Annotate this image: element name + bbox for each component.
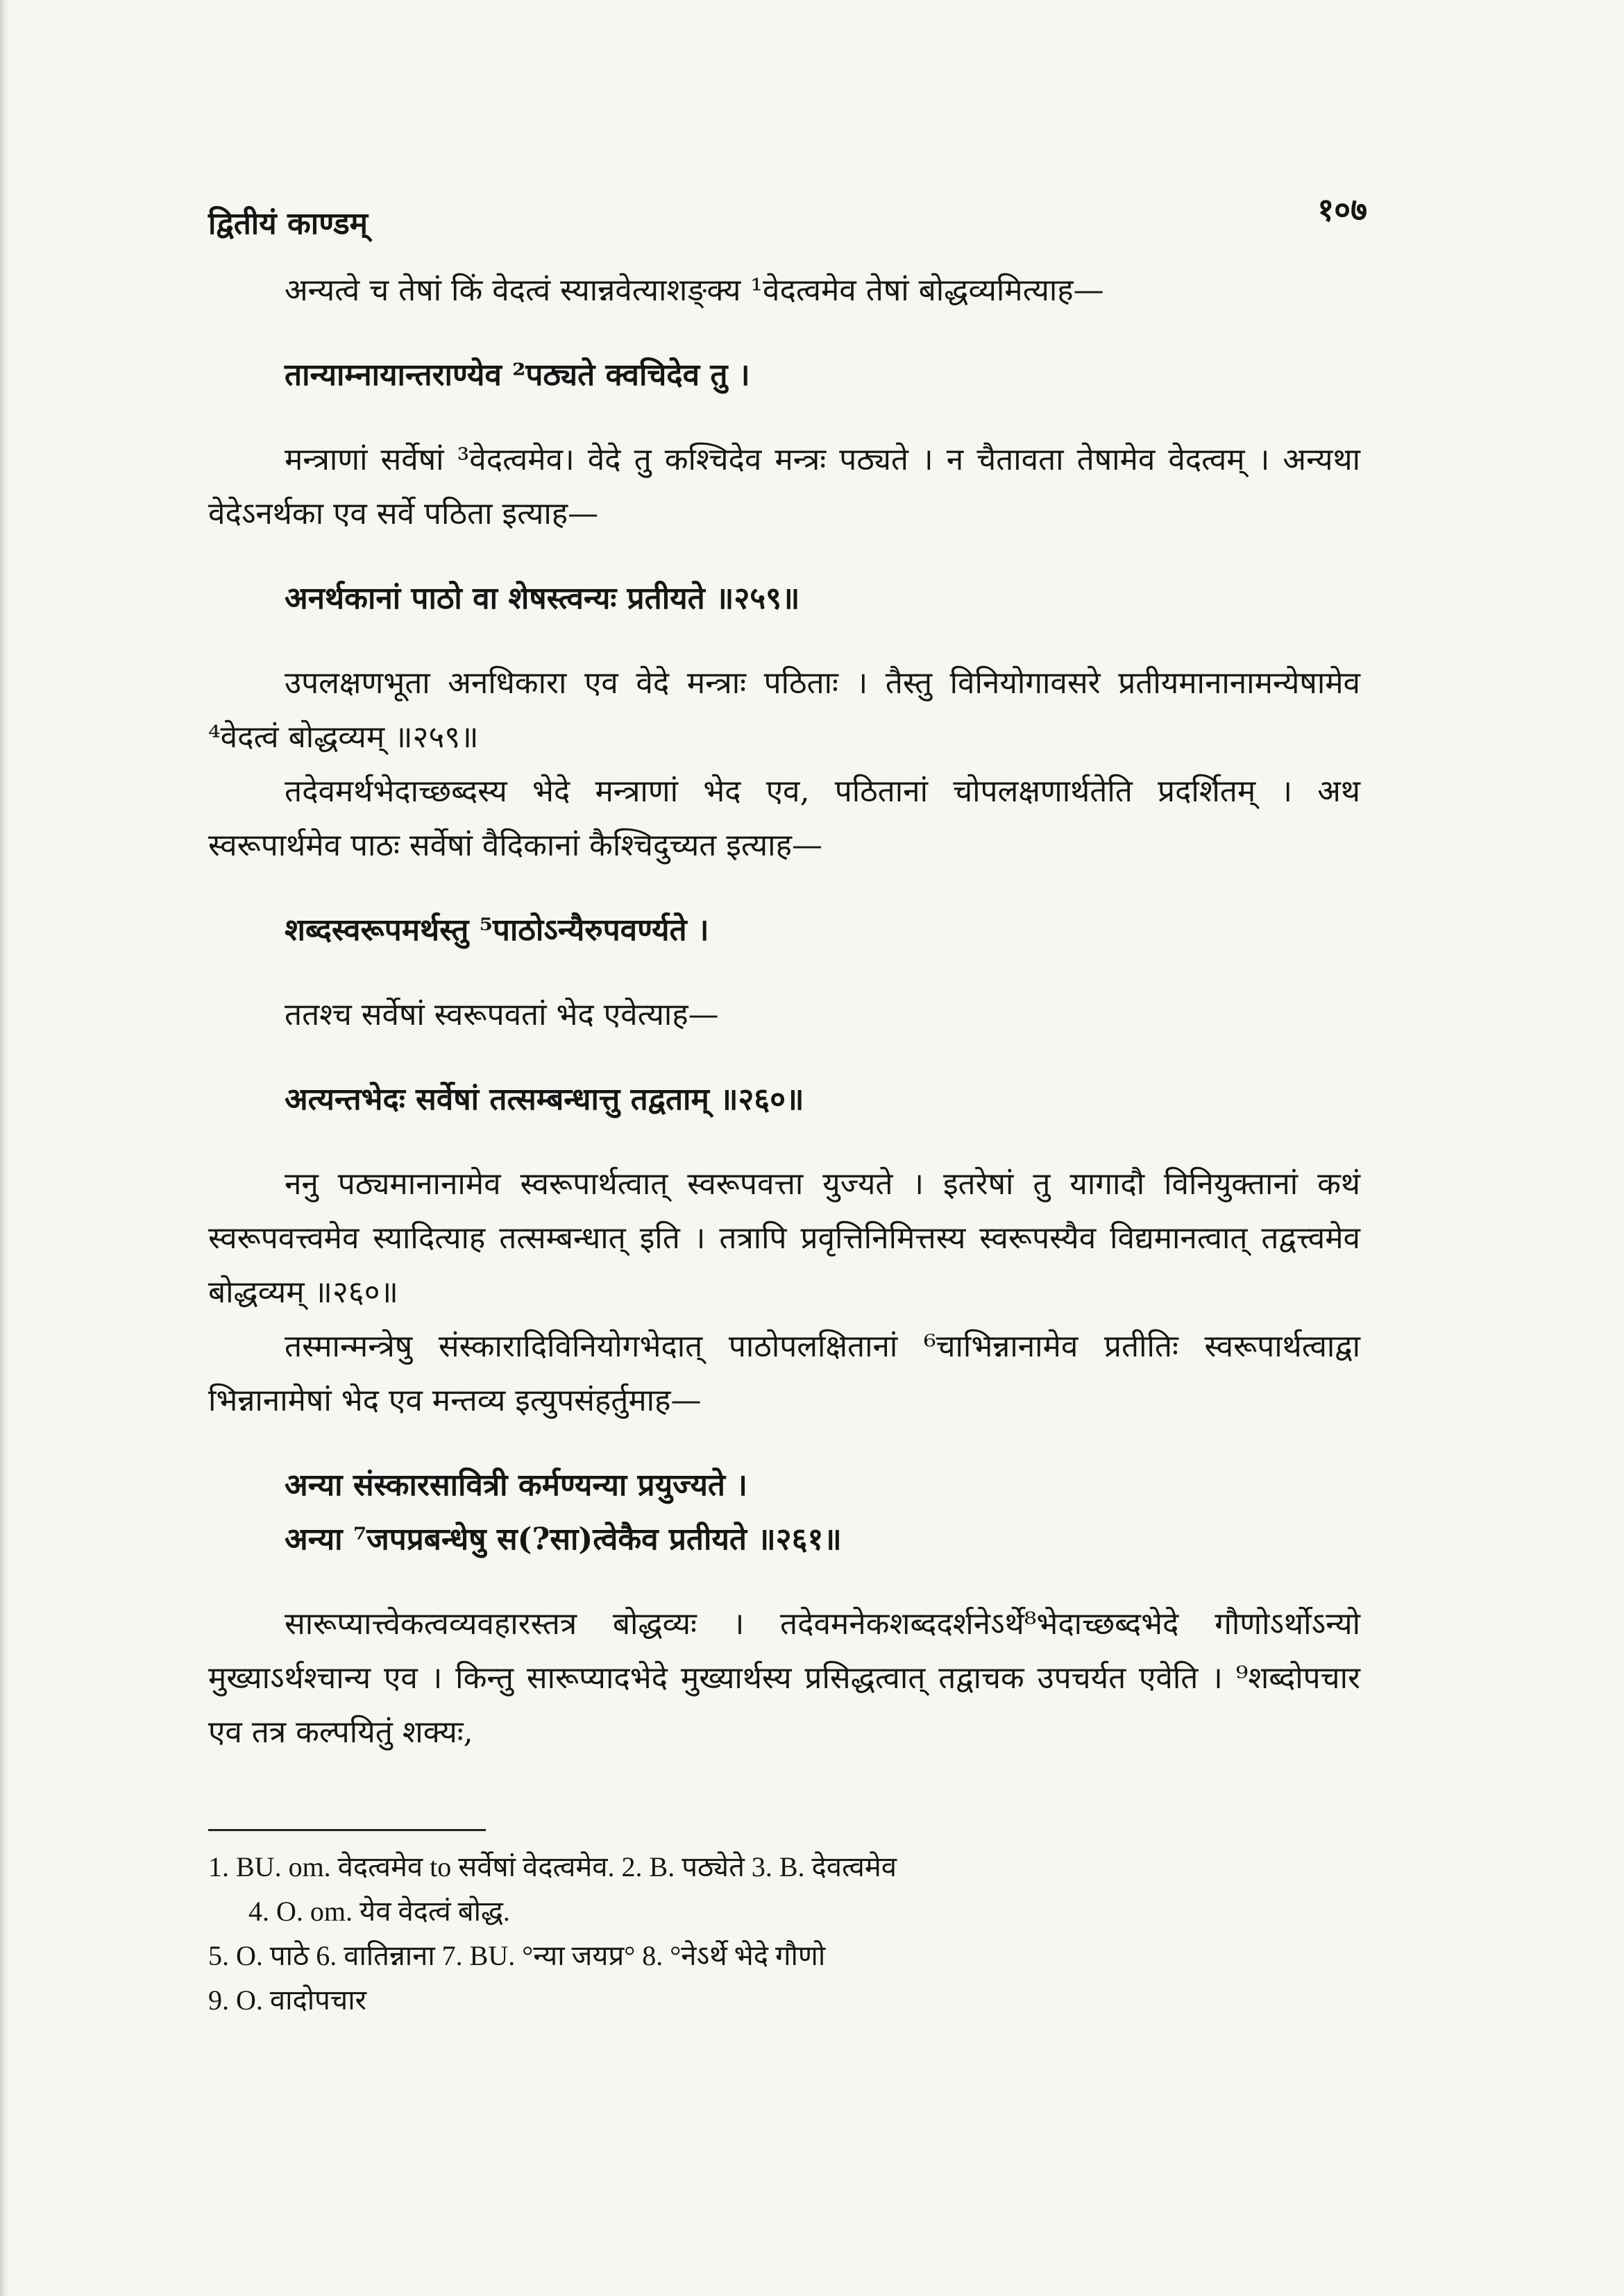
prose-paragraph: ननु पठ्यमानानामेव स्वरूपार्थत्वात् स्वरूपवत्ता युज्यते । इतरेषां तु यागादौ विनियुक्तानां कथं स्वरूपवत्त्वमेव स्यादित्याह तत्सम्बन्धात् इति । तत्रापि प्रवृत्तिनिमित्तस्य स्वरूपस्यैव विद्यमानत्वात् तद्वत्त्वमेव बोद्धव्यम् ॥२६०॥ [208, 1166, 1360, 1310]
page [208, 187, 1367, 2023]
verse-line: अन्या संस्कारसावित्री कर्मण्यन्या प्रयुज्यते । [285, 1468, 747, 1503]
prose-paragraph: ततश्च सर्वेषां स्वरूपवतां भेद एवेत्याह— [285, 997, 719, 1032]
verse [208, 348, 1360, 402]
footnote: 4. O. om. येव वेदत्वं बोद्ध. [248, 1896, 510, 1927]
verse-line: अत्यन्तभेदः सर्वेषां तत्सम्बन्धात्तु तद्वताम् ॥२६०॥ [285, 1082, 804, 1117]
prose-paragraph: तदेवमर्थभेदाच्छब्दस्य भेदे मन्त्राणां भेद एव, पठितानां चोपलक्षणार्थतेति प्रदर्शितम् । अथ स्वरूपार्थमेव पाठः सर्वेषां वैदिकानां कैश्चिदुच्यत इत्याह— [208, 774, 1360, 863]
footnote: 1. BU. om. वेदत्वमेव to सर्वेषां वेदत्वमेव. 2. B. पठ्येते 3. B. देवत्वमेव [208, 1851, 897, 1882]
footnotes [208, 1845, 1360, 2023]
prose-paragraph: सारूप्यात्त्वेकत्वव्यवहारस्तत्र बोद्धव्यः । तदेवमनेकशब्ददर्शनेऽर्थे⁸भेदाच्छब्दभेदे गौणोऽर्थोऽन्यो मुख्याऽर्थश्चान्य एव । किन्तु सारूप्यादभेदे मुख्यार्थस्य प्रसिद्धत्वात् तद्वाचक उपचर्यत एवेति । ⁹शब्दोपचार एव तत्र कल्पयितुं शक्यः, [208, 1606, 1360, 1750]
verse [208, 572, 1360, 626]
verse [208, 903, 1360, 958]
running-title: द्वितीयं काण्डम् [208, 206, 368, 241]
verse [208, 1459, 1360, 1567]
verse [208, 1073, 1360, 1127]
scan-edge [0, 0, 10, 2296]
verse-line: शब्दस्वरूपमर्थस्तु ⁵पाठोऽन्यैरुपवर्ण्यते । [285, 912, 709, 948]
body-text [208, 264, 1360, 1760]
verse-line: अन्या ⁷जपप्रबन्धेषु स(?सा)त्वेकैव प्रतीयते ॥२६१॥ [285, 1522, 842, 1557]
verse-line: अनर्थकानां पाठो वा शेषस्त्वन्यः प्रतीयते ॥२५९॥ [285, 581, 800, 616]
prose-paragraph: उपलक्षणभूता अनधिकारा एव वेदे मन्त्राः पठिताः । तैस्तु विनियोगावसरे प्रतीयमानानामन्येषामेव ⁴वेदत्वं बोद्धव्यम् ॥२५९॥ [208, 665, 1360, 755]
prose-paragraph: तस्मान्मन्त्रेषु संस्कारादिविनियोगभेदात् पाठोपलक्षितानां ⁶चाभिन्नानामेव प्रतीतिः स्वरूपार्थत्वाद्वा भिन्नानामेषां भेद एव मन्तव्य इत्युपसंहर्तुमाह— [208, 1329, 1360, 1418]
page-number: १०७ [1317, 191, 1367, 228]
verse-line: तान्याम्नायान्तराण्येव ²पठ्यते क्वचिदेव तु । [285, 357, 750, 393]
footnote: 9. O. वादोपचार [208, 1984, 366, 2016]
footnote-rule [208, 1829, 486, 1831]
prose-paragraph: अन्यत्वे च तेषां किं वेदत्वं स्यान्नवेत्याशङ्क्य ¹वेदत्वमेव तेषां बोद्धव्यमित्याह— [285, 273, 1104, 308]
prose-paragraph: मन्त्राणां सर्वेषां ³वेदत्वमेव। वेदे तु कश्चिदेव मन्त्रः पठ्यते । न चैतावता तेषामेव वेदत्वम् । अन्यथा वेदेऽनर्थका एव सर्वे पठिता इत्याह— [208, 442, 1360, 532]
page-header [208, 187, 1367, 250]
footnote: 5. O. पाठे 6. वातिन्नाना 7. BU. °न्या जयप्र° 8. °नेऽर्थे भेदे गौणो [208, 1940, 826, 1971]
